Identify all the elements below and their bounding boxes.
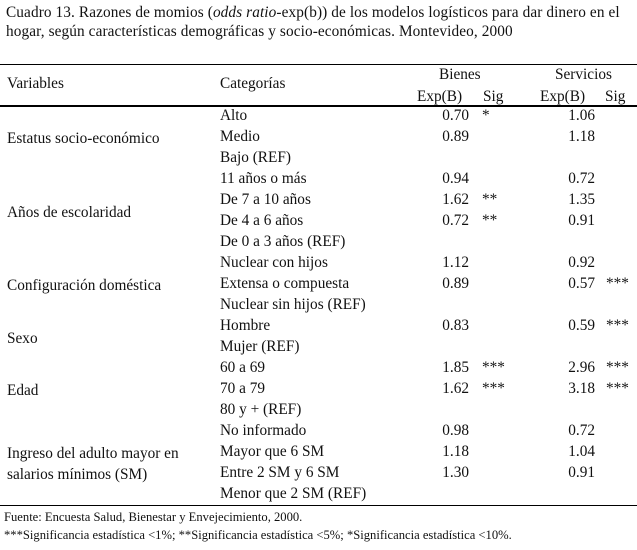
cell-categoria: Entre 2 SM y 6 SM bbox=[220, 464, 340, 481]
cell-categoria: Mujer (REF) bbox=[220, 338, 300, 355]
cell-serv-exp: 0.57 bbox=[568, 275, 595, 292]
cell-serv-exp: 1.18 bbox=[568, 128, 595, 145]
cell-categoria: No informado bbox=[220, 422, 307, 439]
cell-serv-sig: *** bbox=[606, 317, 629, 334]
header-servicios: Servicios bbox=[555, 66, 612, 83]
cell-bienes-exp: 0.89 bbox=[442, 128, 469, 145]
cell-serv-sig: *** bbox=[606, 275, 629, 292]
caption-prefix: Cuadro 13. Razones de momios ( bbox=[6, 4, 213, 21]
header-categorias: Categorías bbox=[220, 75, 286, 92]
cell-categoria: Alto bbox=[220, 107, 248, 124]
cell-serv-exp: 0.59 bbox=[568, 317, 595, 334]
cell-bienes-exp: 1.85 bbox=[442, 359, 469, 376]
cell-categoria: 11 años o más bbox=[220, 170, 307, 187]
caption-suffix: -exp(b)) de los modelos logísticos para dar dinero en el hogar, según características demográficas y socio-económicas. Montevideo, 2000 bbox=[6, 4, 620, 40]
cell-bienes-exp: 1.12 bbox=[442, 254, 469, 271]
cell-bienes-sig: ** bbox=[482, 212, 498, 229]
cell-categoria: Mayor que 6 SM bbox=[220, 443, 325, 460]
cell-bienes-exp: 0.94 bbox=[442, 170, 469, 187]
header-bienes: Bienes bbox=[439, 66, 481, 83]
variable-label: Estatus socio-económico bbox=[7, 130, 160, 147]
variable-label: salarios mínimos (SM) bbox=[7, 466, 148, 483]
cell-serv-exp: 1.04 bbox=[568, 443, 595, 460]
cell-bienes-sig: ** bbox=[482, 191, 498, 208]
header-servicios-sig: Sig bbox=[605, 88, 626, 105]
cell-categoria: De 4 a 6 años bbox=[220, 212, 304, 229]
source-note: Fuente: Encuesta Salud, Bienestar y Envejecimiento, 2000. bbox=[4, 510, 303, 524]
cell-serv-exp: 0.72 bbox=[568, 170, 595, 187]
header-bienes-sig: Sig bbox=[483, 88, 504, 105]
cell-bienes-exp: 0.70 bbox=[442, 107, 469, 124]
top-rule bbox=[0, 64, 637, 65]
cell-bienes-sig: *** bbox=[482, 359, 505, 376]
header-bienes-expb: Exp(B) bbox=[417, 88, 463, 105]
cell-categoria: 70 a 79 bbox=[220, 380, 266, 397]
cell-categoria: Extensa o compuesta bbox=[220, 275, 350, 292]
cell-bienes-sig: * bbox=[482, 107, 490, 124]
caption-italic: odds ratio bbox=[212, 4, 277, 21]
cell-bienes-exp: 0.89 bbox=[442, 275, 469, 292]
header-variables: Variables bbox=[7, 75, 64, 92]
cell-bienes-exp: 0.72 bbox=[442, 212, 469, 229]
cell-bienes-exp: 0.83 bbox=[442, 317, 469, 334]
cell-bienes-exp: 1.62 bbox=[442, 191, 469, 208]
cell-bienes-exp: 1.30 bbox=[442, 464, 469, 481]
significance-note: ***Significancia estadística <1%; **Significancia estadística <5%; *Significancia estadística <10%. bbox=[4, 528, 512, 542]
variable-label: Ingreso del adulto mayor en bbox=[7, 445, 179, 462]
variable-label: Sexo bbox=[7, 329, 38, 347]
table-caption bbox=[6, 3, 634, 41]
cell-bienes-exp: 1.62 bbox=[442, 380, 469, 397]
cell-categoria: Nuclear con hijos bbox=[220, 254, 328, 271]
variable-label: Años de escolaridad bbox=[7, 203, 132, 221]
cell-serv-exp: 0.91 bbox=[568, 212, 595, 229]
cell-bienes-exp: 0.98 bbox=[442, 422, 469, 439]
cell-bienes-sig: *** bbox=[482, 380, 505, 397]
cell-serv-exp: 0.72 bbox=[568, 422, 595, 439]
cell-serv-exp: 3.18 bbox=[568, 380, 595, 397]
cell-categoria: Nuclear sin hijos (REF) bbox=[220, 296, 366, 313]
cell-serv-sig: *** bbox=[606, 359, 629, 376]
cell-bienes-exp: 1.18 bbox=[442, 443, 469, 460]
header-servicios-expb: Exp(B) bbox=[540, 88, 586, 105]
cell-serv-exp: 1.06 bbox=[568, 107, 595, 124]
cell-serv-exp: 0.91 bbox=[568, 464, 595, 481]
cell-categoria: Hombre bbox=[220, 317, 271, 334]
cell-categoria: Medio bbox=[220, 128, 260, 145]
cell-serv-sig: *** bbox=[606, 380, 629, 397]
cell-categoria: 80 y + (REF) bbox=[220, 401, 302, 418]
variable-label: Edad bbox=[7, 382, 39, 399]
cell-categoria: 60 a 69 bbox=[220, 359, 266, 376]
cell-categoria: Menor que 2 SM (REF) bbox=[220, 485, 367, 502]
variable-label: Configuración doméstica bbox=[7, 277, 162, 294]
cell-categoria: De 7 a 10 años bbox=[220, 191, 311, 208]
cell-categoria: De 0 a 3 años (REF) bbox=[220, 233, 346, 250]
cell-serv-exp: 1.35 bbox=[568, 191, 595, 208]
cell-serv-exp: 0.92 bbox=[568, 254, 595, 271]
cell-serv-exp: 2.96 bbox=[568, 359, 595, 376]
cell-categoria: Bajo (REF) bbox=[220, 149, 291, 166]
bottom-rule bbox=[0, 505, 637, 506]
